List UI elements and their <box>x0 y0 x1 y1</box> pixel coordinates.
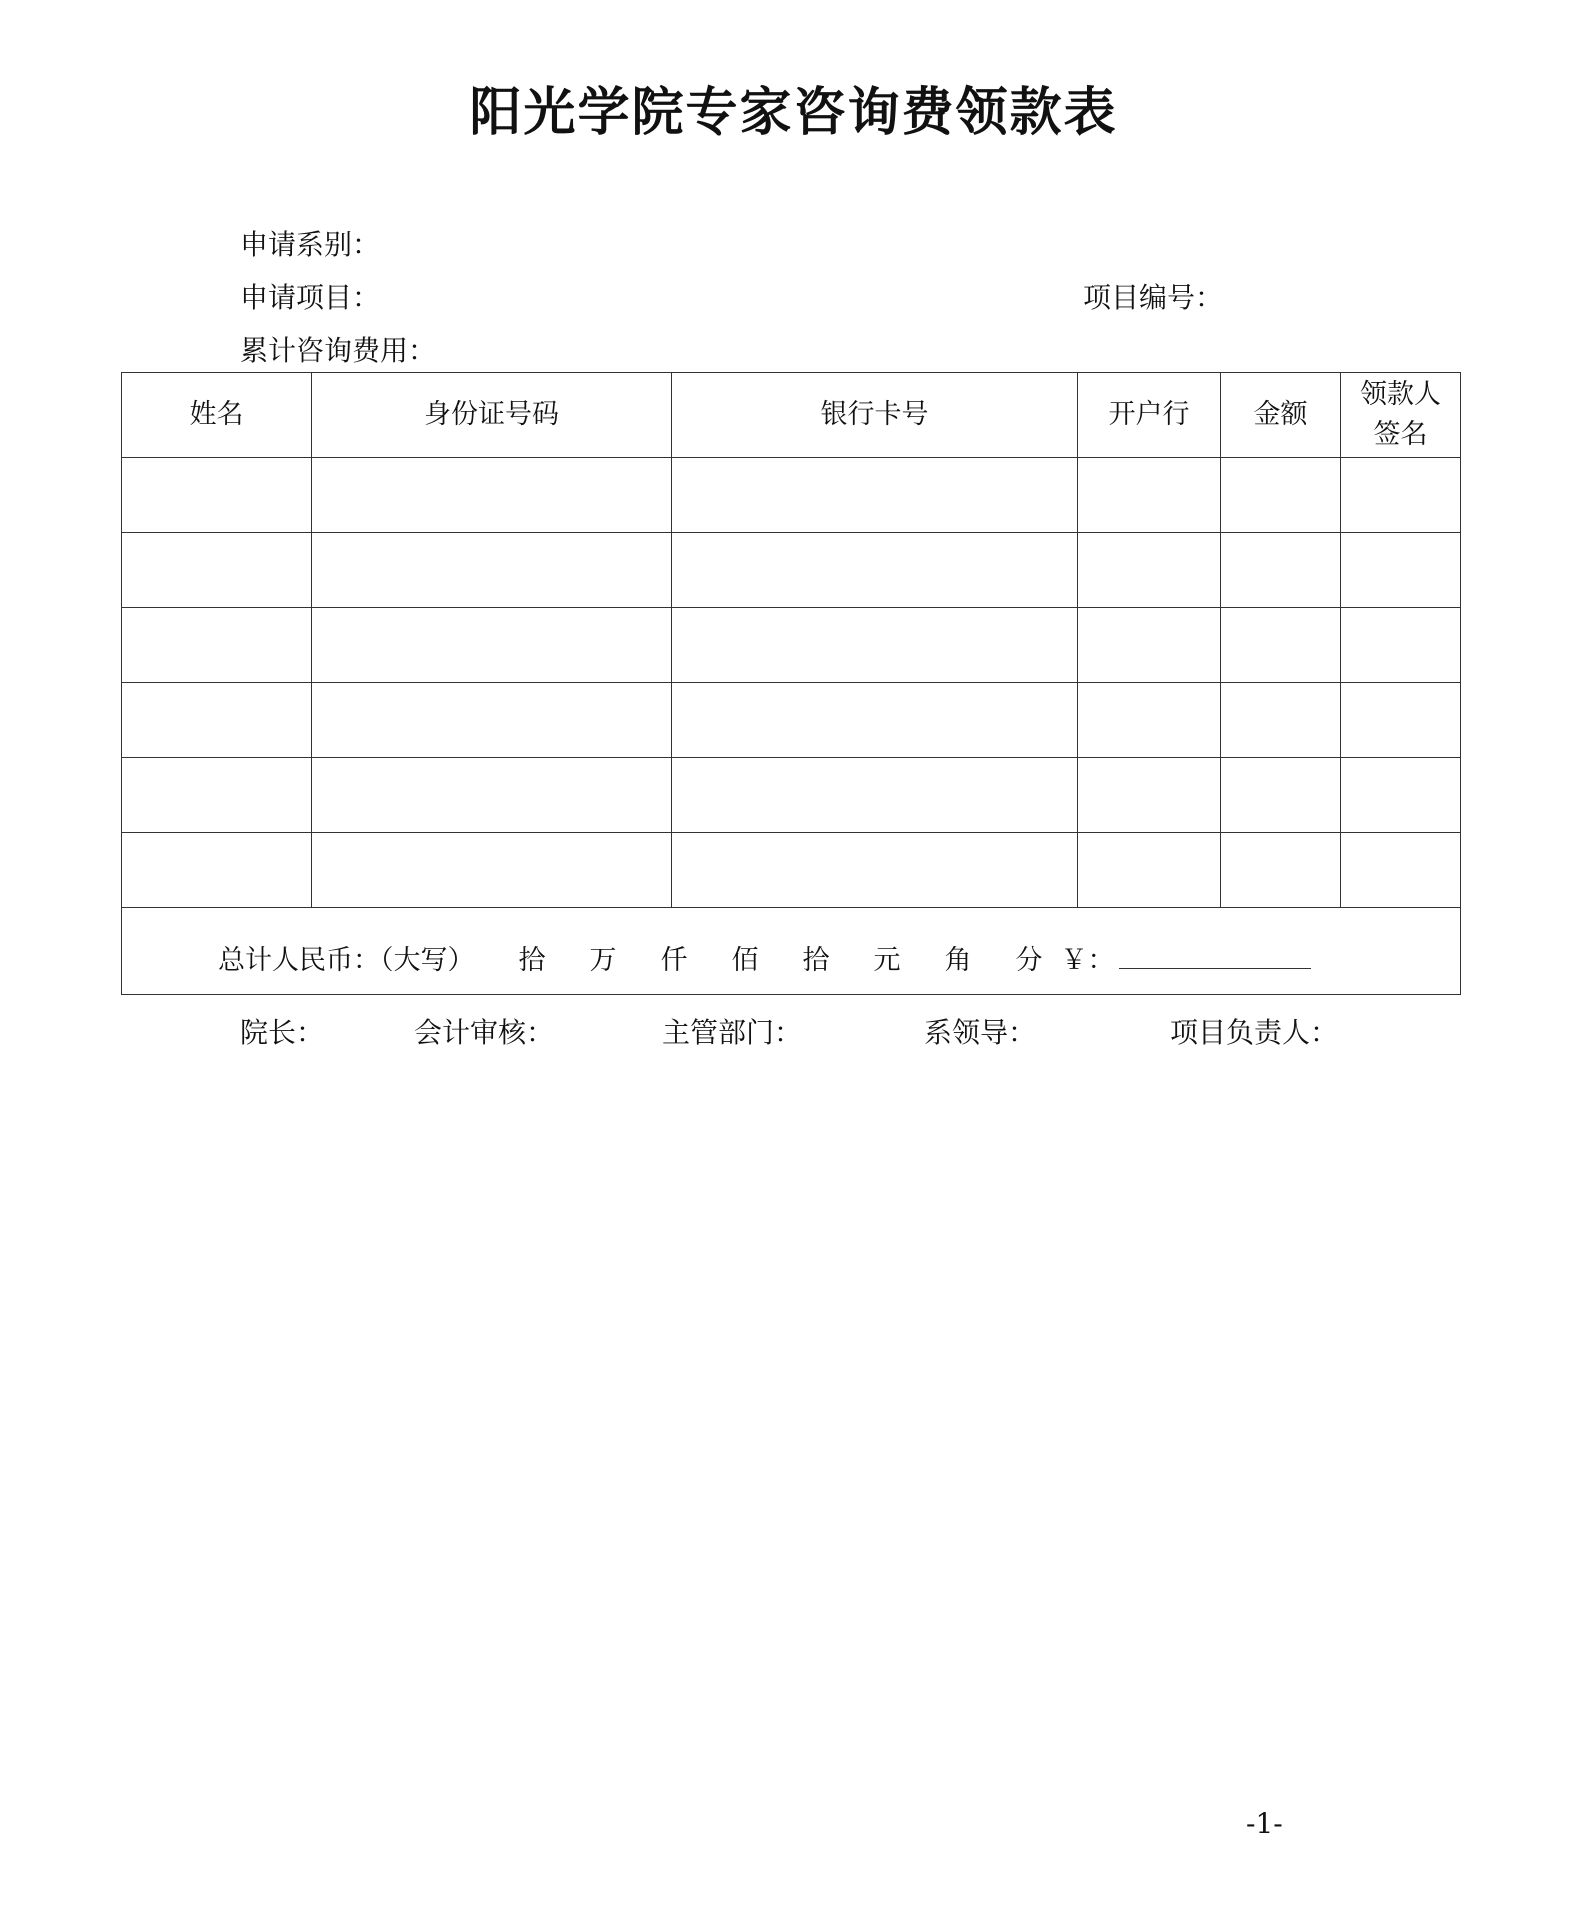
table-cell[interactable] <box>312 833 672 908</box>
page-number: -1- <box>1246 1807 1283 1840</box>
table-cell[interactable] <box>122 833 312 908</box>
table-cell[interactable] <box>672 533 1078 608</box>
unit-yuan: 元 <box>873 944 901 976</box>
table-header-row <box>122 373 1461 458</box>
table-cell[interactable] <box>1341 683 1461 758</box>
table-cell[interactable] <box>312 758 672 833</box>
unit-shi: 拾 <box>802 944 830 976</box>
header-amount: 金额 <box>1221 373 1341 458</box>
table-cell[interactable] <box>672 758 1078 833</box>
table-cell[interactable] <box>1341 833 1461 908</box>
header-recipient-signature <box>1341 373 1461 458</box>
table-row <box>122 533 1461 608</box>
table-cell[interactable] <box>1078 458 1221 533</box>
signature-department-head: 主管部门： <box>662 1016 803 1049</box>
table-cell[interactable] <box>1341 608 1461 683</box>
table-cell[interactable] <box>1078 758 1221 833</box>
total-cell[interactable] <box>122 908 1461 995</box>
table-cell[interactable] <box>1221 833 1341 908</box>
table-cell[interactable] <box>312 608 672 683</box>
header-recipient-line1: 领款人 <box>1360 379 1441 410</box>
table-cell[interactable] <box>672 683 1078 758</box>
unit-wan: 万 <box>589 944 617 976</box>
total-label: 总计人民币：（大写） <box>218 944 475 976</box>
table-cell[interactable] <box>1221 533 1341 608</box>
table-cell[interactable] <box>1341 458 1461 533</box>
payment-table <box>121 372 1461 995</box>
table-row <box>122 833 1461 908</box>
department-label: 申请系别： <box>240 228 381 261</box>
table-cell[interactable] <box>1341 533 1461 608</box>
table-cell[interactable] <box>122 533 312 608</box>
table-cell[interactable] <box>1341 758 1461 833</box>
header-recipient-line2: 签名 <box>1373 419 1428 450</box>
project-label: 申请项目： <box>240 281 381 314</box>
table-cell[interactable] <box>312 533 672 608</box>
table-cell[interactable] <box>312 683 672 758</box>
table-cell[interactable] <box>672 608 1078 683</box>
table-cell[interactable] <box>672 833 1078 908</box>
unit-jiao: 角 <box>944 944 972 976</box>
unit-qian: 仟 <box>660 944 688 976</box>
yen-label: ￥： <box>1060 944 1115 976</box>
table-cell[interactable] <box>122 683 312 758</box>
total-row <box>122 908 1461 995</box>
table-cell[interactable] <box>1221 458 1341 533</box>
cumulative-fee-label: 累计咨询费用： <box>240 334 437 367</box>
table-cell[interactable] <box>1078 608 1221 683</box>
table-cell[interactable] <box>1078 533 1221 608</box>
unit-bai: 佰 <box>731 944 759 976</box>
unit-shi-wan: 拾 <box>518 944 546 976</box>
header-bank-card: 银行卡号 <box>672 373 1078 458</box>
signature-faculty-leader: 系领导： <box>924 1016 1037 1049</box>
table-row <box>122 458 1461 533</box>
header-name: 姓名 <box>122 373 312 458</box>
table-cell[interactable] <box>1078 833 1221 908</box>
table-cell[interactable] <box>122 608 312 683</box>
table-cell[interactable] <box>1078 683 1221 758</box>
signature-dean: 院长： <box>240 1016 325 1049</box>
header-id-number: 身份证号码 <box>312 373 672 458</box>
project-number-label: 项目编号： <box>1083 281 1224 314</box>
unit-fen: 分 <box>1015 944 1043 976</box>
table-row <box>122 608 1461 683</box>
table-cell[interactable] <box>1221 683 1341 758</box>
table-cell[interactable] <box>1221 608 1341 683</box>
signature-accounting: 会计审核： <box>414 1016 555 1049</box>
yen-amount-blank[interactable] <box>1119 946 1311 969</box>
table-row <box>122 683 1461 758</box>
table-cell[interactable] <box>672 458 1078 533</box>
header-bank: 开户行 <box>1078 373 1221 458</box>
table-cell[interactable] <box>122 458 312 533</box>
table-cell[interactable] <box>122 758 312 833</box>
signature-project-lead: 项目负责人： <box>1170 1016 1339 1049</box>
document-title: 阳光学院专家咨询费领款表 <box>469 82 1118 143</box>
table-row <box>122 758 1461 833</box>
table-cell[interactable] <box>1221 758 1341 833</box>
table-cell[interactable] <box>312 458 672 533</box>
